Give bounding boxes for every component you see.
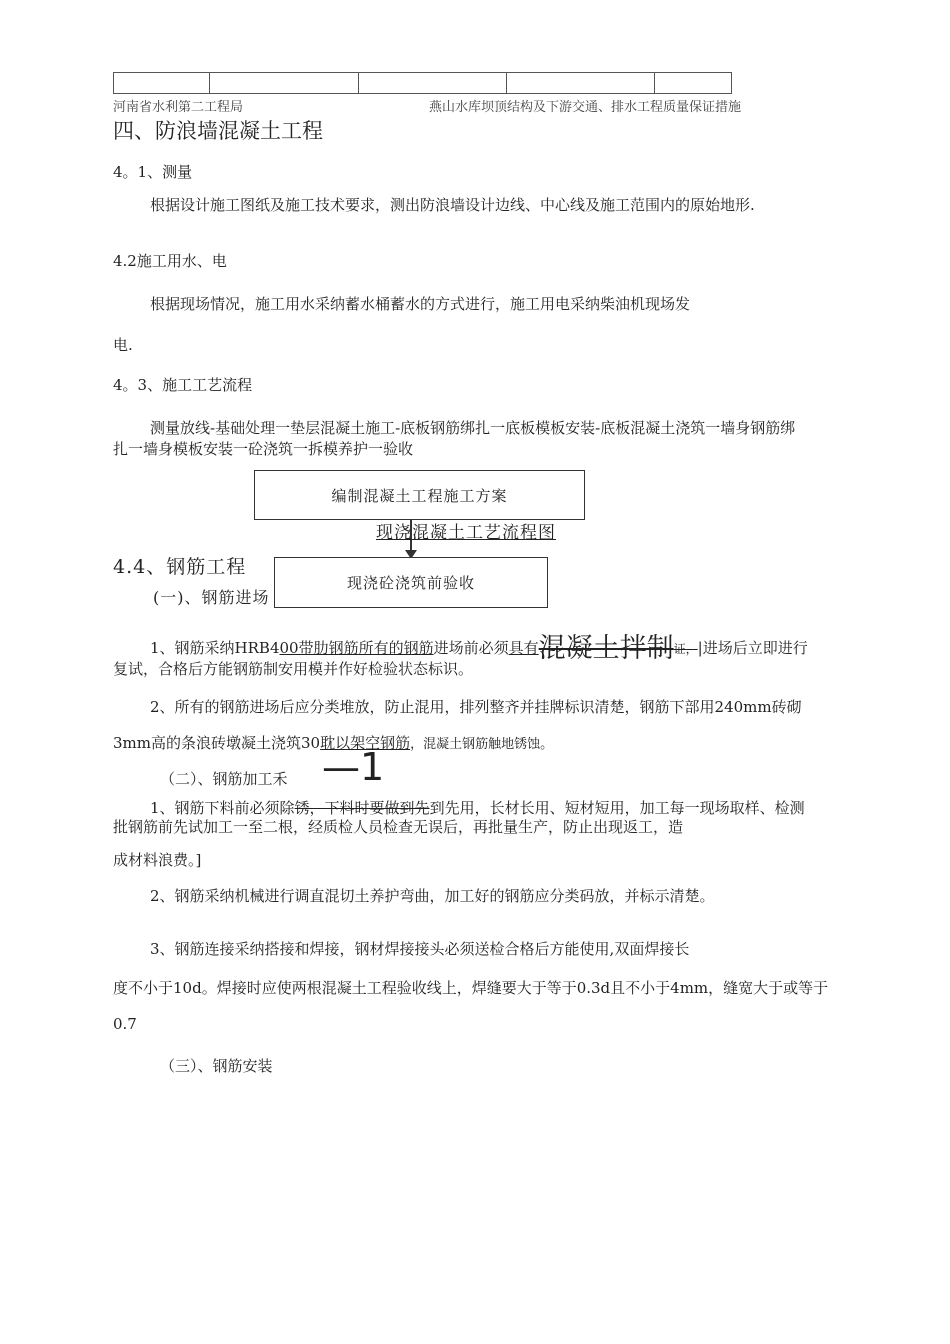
flow-caption: 现浇混凝土工艺流程图 (376, 523, 556, 543)
flow-box-acceptance: 现浇砼浇筑前验收 (274, 557, 548, 608)
p1-text-f: |进场后立即进行 (697, 639, 808, 657)
header-cell (359, 73, 507, 94)
s43-body-line2: 扎一墙身模板安装一砼浇筑一拆模养护一验收 (113, 440, 414, 458)
s44-p3-line1 (150, 797, 805, 818)
header-right: 燕山水库坝顶结构及下游交通、排水工程质量保证措施 (429, 100, 742, 115)
s44-p5-line3: 0.7 (113, 1015, 137, 1033)
s42-body-line1: 根据现场情况，施工用水采纳蓄水桶蓄水的方式进行，施工用电采纳柴油机现场发 (150, 295, 691, 313)
p3-text-a: 1、钢筋下料前必须除 (150, 799, 295, 817)
p1-text-c: 进场前必须 (433, 639, 509, 657)
s44-p1-line2: 复试，合格后方能钢筋制安用模并作好检验状态标识。 (113, 660, 474, 678)
s42-heading: 4.2施工用水、电 (113, 252, 227, 270)
s44-p2-line1: 2、所有的钢筋进场后应分类堆放，防止混用，排列整齐并挂牌标识清楚，钢筋下部用240mm砖砌 (150, 698, 802, 716)
p1-text-b: 00带肋钢筋所有的钢筋 (279, 639, 434, 657)
header-table (113, 72, 732, 94)
p3-text-c: 到先用，长材长用、短材短用，加工每一现场取样、检测 (429, 799, 805, 817)
header-cell (655, 73, 732, 94)
s41-heading: 4。1、测量 (113, 163, 193, 181)
header-cell (210, 73, 359, 94)
p2-text-a: 3mm高的条浪砖墩凝土浇筑30 (113, 734, 321, 752)
p2-text-b: 耽以架空钢筋 (320, 734, 411, 752)
header-cell (507, 73, 655, 94)
s44-heading: 4.4、钢筋工程 (113, 556, 247, 578)
s44-p5-line1: 3、钢筋连接采纳搭接和焊接，钢材焊接接头必须送检合格后方能使用,双面焊接长 (150, 940, 690, 958)
s44-p3-line2: 批钢筋前先试加工一至二根，经质检人员检查无误后，再批量生产，防止出现返工，造 (113, 818, 684, 836)
s43-body-line1: 测量放线-基础处理一垫层混凝土施工-底板钢筋绑扎一底板模板安装-底板混凝土浇筑一墙身钢筋绑 (150, 419, 796, 437)
s44-sub2: （二）、钢筋加工禾 (160, 770, 288, 788)
p1-text-a: 1、钢筋采纳HRB4 (150, 639, 280, 657)
header-cell (114, 73, 210, 94)
header-left: 河南省水利第二工程局 (113, 100, 244, 115)
s44-p5-line2: 度不小于10d。焊接时应使两根混凝土工程验收线上，焊缝要大于等于0.3d且不小于4mm，缝宽大于或等于 (113, 979, 829, 997)
s44-p3-line3: 成材料浪费。] (113, 851, 202, 869)
s44-sub2-mark: —1 (322, 745, 385, 789)
p2-text-c: ，混凝土钢筋触地锈蚀。 (410, 737, 554, 752)
s44-sub3: （三）、钢筋安装 (160, 1057, 273, 1075)
s43-heading: 4。3、施工工艺流程 (113, 376, 253, 394)
s44-sub1: (一)、钢筋进场 (153, 588, 270, 607)
s44-p1-line1 (150, 622, 808, 664)
p3-text-b: 锈，下料时要做到先 (294, 799, 430, 817)
flow-box-plan: 编制混凝土工程施工方案 (254, 470, 585, 520)
s42-body-line2: 电. (113, 336, 133, 354)
s41-body: 根据设计施工图纸及施工技术要求，测出防浪墙设计边线、中心线及施工范围内的原始地形. (150, 196, 755, 214)
p1-text-d: 具有 (508, 639, 539, 657)
s44-p4: 2、钢筋采纳机械进行调直混切土养护弯曲，加工好的钢筋应分类码放，并标示清楚。 (150, 887, 715, 905)
p1-text-e: 证， (673, 642, 698, 656)
p1-overlay-text: 混凝土拌制 (538, 633, 674, 664)
section-title: 四、防浪墙混凝土工程 (113, 119, 323, 143)
